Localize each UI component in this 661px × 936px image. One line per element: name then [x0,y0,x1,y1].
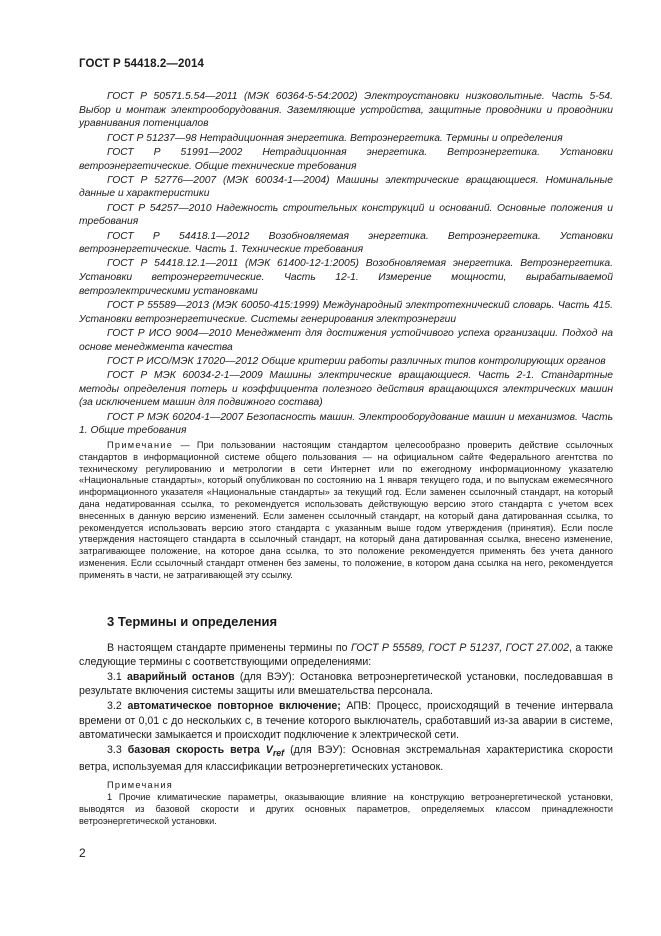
term-entry [79,743,613,775]
reference-item: ГОСТ Р 51237—98 Нетрадиционная энергетика. Ветроэнергетика. Термины и определения [107,132,563,144]
reference-item: ГОСТ Р 54257—2010 Надежность строительных конструкций и оснований. Основные положения и требования [79,202,613,228]
reference-note [79,440,613,582]
reference-item: ГОСТ Р 55589—2013 (МЭК 60050-415:1999) Международный электротехнический словарь. Часть 415. Установки ветроэнергетические. Системы генерирования электроэнергии [79,300,613,325]
term-name: базовая скорость ветра [127,744,266,757]
reference-item: ГОСТ Р ИСО/МЭК 17020—2012 Общие критерии работы различных типов контролирующих органов [107,355,606,367]
reference-item: ГОСТ Р 51991—2002 Нетрадиционная энергетика. Ветроэнергетика. Установки ветроэнергетические. Общие технические требования [79,146,613,172]
reference-item: ГОСТ Р МЭК 60204-1—2007 Безопасность машин. Электрооборудование машин и механизмов. Часть 1. Общие требования [79,411,613,437]
reference-item: ГОСТ Р 50571.5.54—2011 (МЭК 60364-5-54:2002) Электроустановки низковольтные. Часть 5-54. Выбор и монтаж электрооборудования. Заземляющие устройства, защитные проводники и проводники уравнивания потенциалов [79,91,613,130]
page-content [79,90,613,827]
reference-item: ГОСТ Р ИСО 9004—2010 Менеджмент для достижения устойчивого успеха организации. Подход на основе менеджмента качества [79,327,613,353]
section-title: 3 Термины и определения [107,613,278,629]
intro-refs: ГОСТ Р 55589, ГОСТ Р 51237, ГОСТ 27.002 [351,641,569,654]
term-symbol-subscript: ref [272,748,285,759]
reference-item: ГОСТ Р 54418.1—2012 Возобновляемая энергетика. Ветроэнергетика. Установки ветроэнергетические. Часть 1. Технические требования [79,230,613,256]
note-label: Примечание [107,440,174,451]
term-number: 3.1 [107,671,122,684]
intro-prefix: В настоящем стандарте применены термины по [107,641,351,654]
reference-item: ГОСТ Р 54418.12.1—2011 (МЭК 61400-12-1:2005) Возобновляемая энергетика. Ветроэнергетика. Установки ветроэнергетические. Часть 12-1. Измерение мощности, вырабатываемой ветроэлектрическими установками [79,258,613,297]
reference-item: ГОСТ Р МЭК 60034-2-1—2009 Машины электрические вращающиеся. Часть 2-1. Стандартные методы определения потерь и коэффициента полезного действия вращающихся электрических машин (за исключением машин для подвижного состава) [79,370,613,409]
term-definition: (для ВЭУ): Основная экстремальная характеристика скорости ветра, используемая для классификации ветроэнергетических установок. [79,744,613,774]
term-name: автоматическое повторное включение; [127,700,341,713]
note-item: 1 Прочие климатические параметры, оказывающие влияние на конструкцию ветроэнергетической установки, выводятся из базовой скорости и других основных параметров, определяемых классом принадлежности ветроэнергетической установки. [79,791,613,826]
note-text: — При пользовании настоящим стандартом целесообразно проверить действие ссылочных стандартов в информационной системе общего пользования — на официальном сайте Федерального агентства по техническому регулированию и метрологии в сети Интернет или по ежегодному информационному указателю «Национальные стандарты», который опубликован по состоянию на 1 января текущего года, и по выпускам ежемесячного информационного указателя «Национальные стандарты» за текущий год. Если заменен ссылочный стандарт, на который дана недатированная ссылка, то рекомендуется использовать действующую версию этого стандарта с учетом всех внесенных в данную версию изменений. Если заменен ссылочный стандарт, на который дана датированная ссылка, то рекомендуется использовать версию этого стандарта с указанным выше годом утверждения (принятия). Если после утверждения настоящего стандарта в ссылочный стандарт, на который дана датированная ссылка, внесено изменение, затрагивающее положение, на которое дана ссылка, то это положение рекомендуется применять без учета данного изменения. Если ссылочный стандарт отменен без замены, то положение, в котором дана ссылка на него, рекомендуется применять в части, не затрагивающей эту ссылку. [79,440,613,580]
term-entry [79,670,613,698]
section-intro [79,641,613,669]
reference-item: ГОСТ Р 52776—2007 (МЭК 60034-1—2004) Машины электрические вращающиеся. Номинальные данные и характеристики [79,174,613,200]
term-definition: (для ВЭУ): Остановка ветроэнергетической установки, последовавшая в результате включения системы защиты или вмешательства персонала. [79,671,613,698]
page-number: 2 [79,846,86,860]
reference-list [79,90,613,438]
document-header: ГОСТ Р 54418.2—2014 [79,58,204,70]
term-name: аварийный останов [127,671,235,684]
term-number: 3.3 [107,744,122,757]
intro-suffix: , а также следующие термины с соответствующими определениями: [79,641,614,668]
term-entry [79,699,613,742]
term-number: 3.2 [107,700,122,713]
notes-heading: Примечания [107,779,174,790]
term-definition: АПВ: Процесс, происходящий в течение интервала времени от 0,01 с до нескольких с, в течение которого выключатель, сработавший из-за аварии в системе, автоматически замыкается и происходит подключение к электрической сети. [79,700,614,741]
term-symbol: V [265,744,273,757]
